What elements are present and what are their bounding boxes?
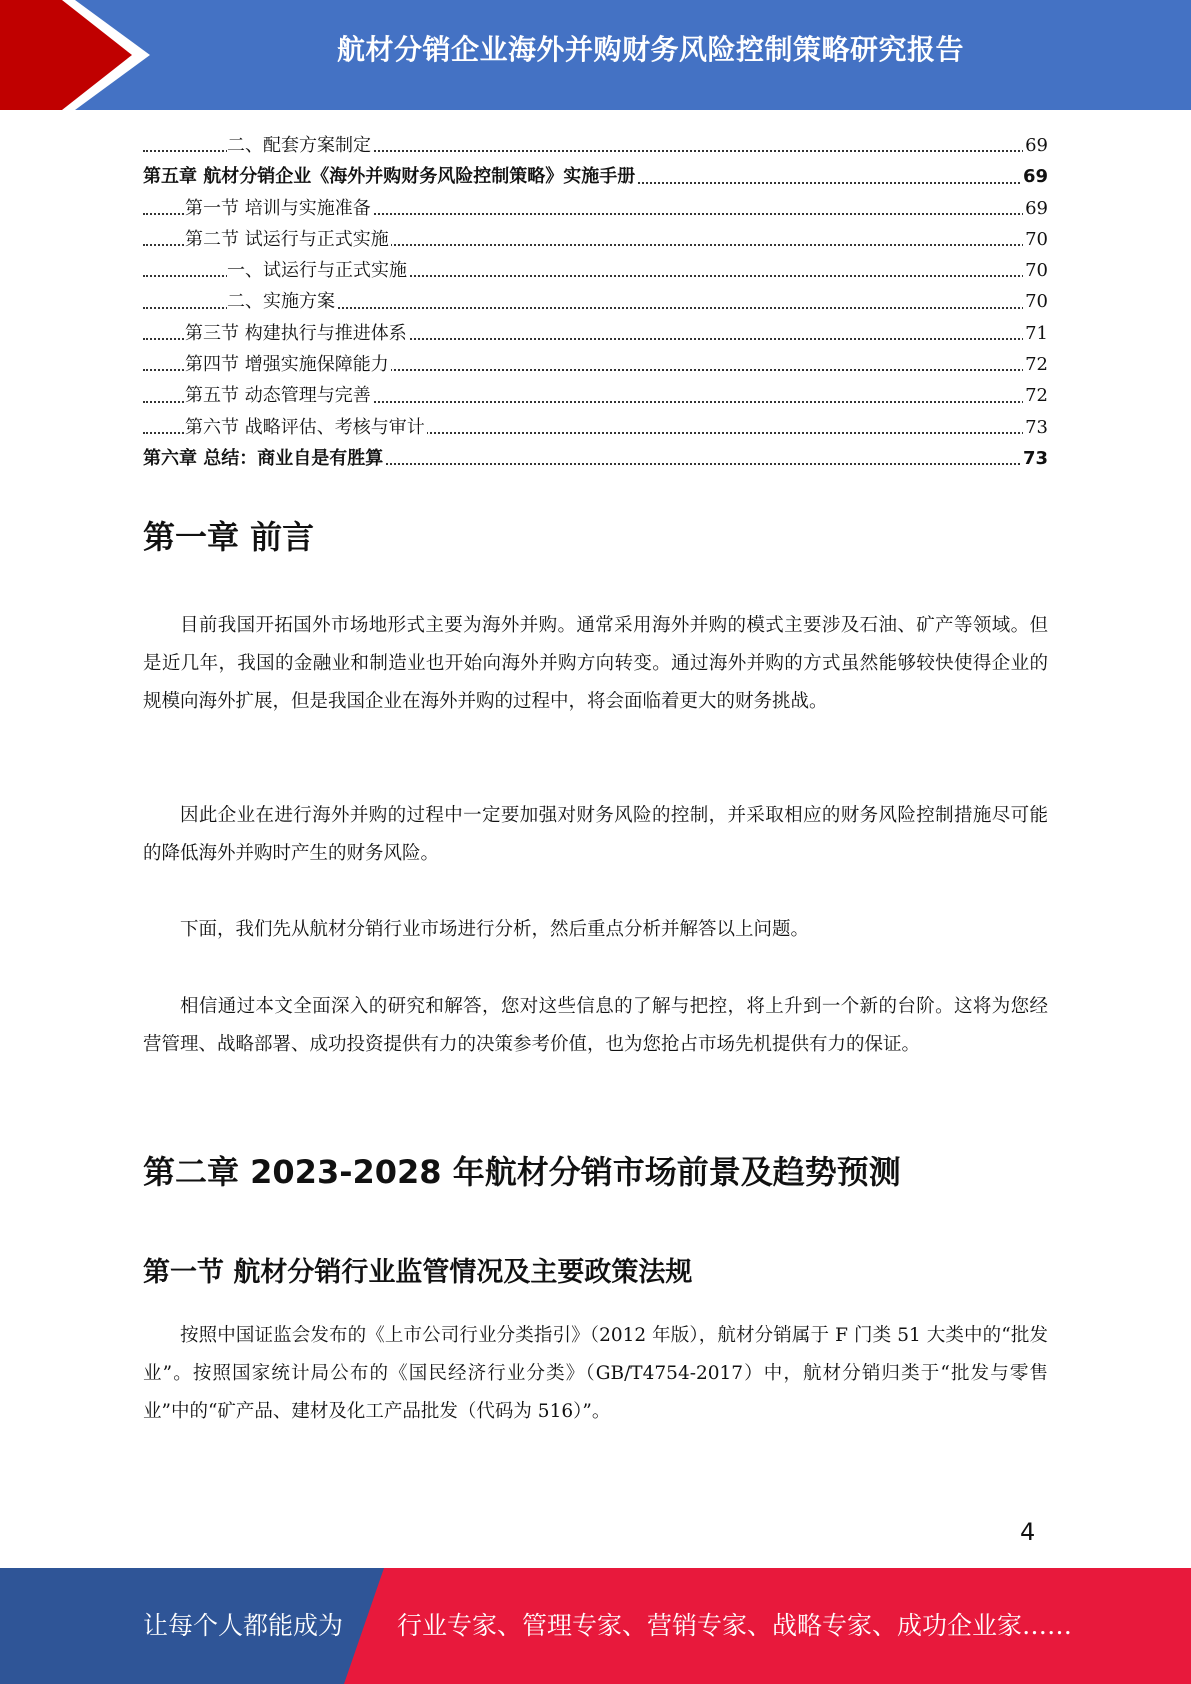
footer-slogan-right: 行业专家、管理专家、营销专家、战略专家、成功企业家……	[397, 1611, 1073, 1640]
toc-entry[interactable]	[143, 349, 1048, 380]
toc-entry-label: 第五章 航材分销企业《海外并购财务风险控制策略》实施手册	[143, 166, 636, 188]
toc-entry-page: 71	[1023, 318, 1048, 349]
toc-entry-label: 第一节 培训与实施准备	[185, 197, 371, 219]
footer-slogan-left: 让每个人都能成为	[143, 1611, 344, 1640]
toc-entry-page: 73	[1021, 443, 1048, 474]
toc-entry-page: 70	[1023, 224, 1048, 255]
toc-entry[interactable]	[143, 255, 1048, 286]
toc-entry-label: 第五节 动态管理与完善	[185, 385, 371, 407]
toc-entry[interactable]	[143, 161, 1048, 192]
body-paragraph: 因此企业在进行海外并购的过程中一定要加强对财务风险的控制，并采取相应的财务风险控制措施尽可能的降低海外并购时产生的财务风险。	[143, 805, 1048, 864]
toc-entry[interactable]	[143, 193, 1048, 224]
table-of-contents	[143, 130, 1048, 474]
toc-entry-label: 第三节 构建执行与推进体系	[185, 322, 407, 344]
toc-entry-page: 69	[1021, 161, 1048, 192]
toc-entry-label: 第六章 总结：商业自是有胜算	[143, 447, 384, 469]
toc-entry-label: 第四节 增强实施保障能力	[185, 354, 389, 376]
page-footer	[0, 1568, 1191, 1684]
body-paragraph: 按照中国证监会发布的《上市公司行业分类指引》（2012 年版），航材分销属于 F 门类 51 大类中的“批发业”。按照国家统计局公布的《国民经济行业分类》（GB/T4754-2017）中，航材分销归类于“批发与零售业”中的“矿产品、建材及化工产品批发（代码为 516）”。	[143, 1325, 1048, 1422]
header-title: 航材分销企业海外并购财务风险控制策略研究报告	[336, 33, 964, 66]
toc-entry-label: 二、实施方案	[227, 291, 335, 313]
toc-entry[interactable]	[143, 224, 1048, 255]
body-paragraph: 相信通过本文全面深入的研究和解答，您对这些信息的了解与把控，将上升到一个新的台阶。这将为您经营管理、战略部署、成功投资提供有力的决策参考价值，也为您抢占市场先机提供有力的保证。	[143, 996, 1048, 1055]
chapter-heading: 第一章 前言	[143, 518, 315, 556]
toc-entry-label: 二、配套方案制定	[227, 135, 371, 156]
toc-entry[interactable]	[143, 318, 1048, 349]
toc-entry-page: 69	[1023, 130, 1048, 161]
toc-entry[interactable]	[143, 412, 1048, 443]
toc-entry[interactable]	[143, 443, 1048, 474]
toc-entry-page: 72	[1023, 380, 1048, 411]
toc-entry[interactable]	[143, 286, 1048, 317]
toc-entry[interactable]	[143, 380, 1048, 411]
page-number: 4	[1020, 1518, 1036, 1546]
toc-entry-label: 一、试运行与正式实施	[227, 260, 407, 282]
toc-entry-label: 第二节 试运行与正式实施	[185, 228, 389, 250]
page-header	[0, 0, 1191, 110]
toc-entry-page: 70	[1023, 286, 1048, 317]
toc-entry-page: 70	[1023, 255, 1048, 286]
toc-entry-page: 73	[1023, 412, 1048, 443]
section-heading: 第一节 航材分销行业监管情况及主要政策法规	[143, 1257, 693, 1288]
toc-entry[interactable]	[143, 130, 1048, 161]
body-paragraph: 下面，我们先从航材分销行业市场进行分析，然后重点分析并解答以上问题。	[180, 919, 810, 940]
body-paragraph: 目前我国开拓国外市场地形式主要为海外并购。通常采用海外并购的模式主要涉及石油、矿产等领域。但是近几年，我国的金融业和制造业也开始向海外并购方向转变。通过海外并购的方式虽然能够较快使得企业的规模向海外扩展，但是我国企业在海外并购的过程中，将会面临着更大的财务挑战。	[143, 615, 1048, 712]
toc-entry-page: 69	[1023, 193, 1048, 224]
chapter-heading: 第二章 2023-2028 年航材分销市场前景及趋势预测	[143, 1153, 901, 1191]
toc-entry-label: 第六节 战略评估、考核与审计	[185, 416, 425, 438]
toc-entry-page: 72	[1023, 349, 1048, 380]
